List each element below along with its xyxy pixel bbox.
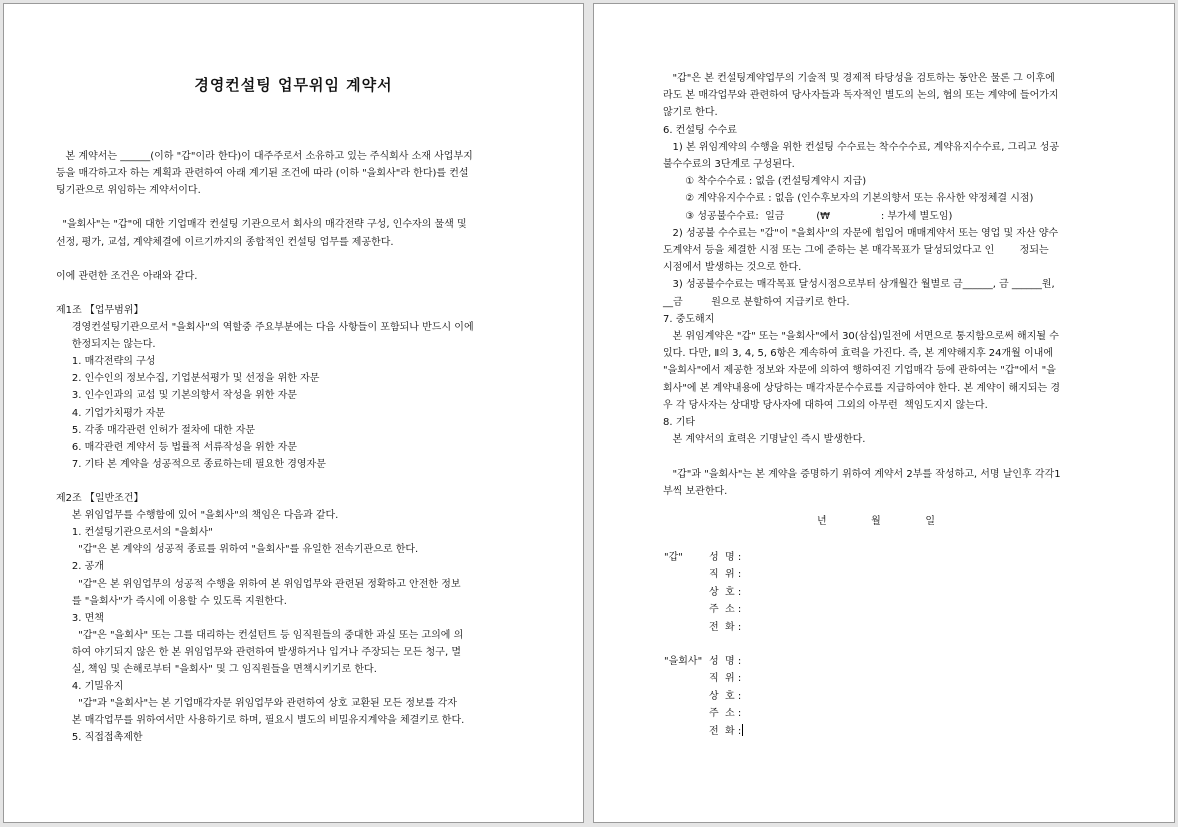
signature-field[interactable]: 상 호 : xyxy=(709,690,742,702)
body-line: 6. 매각관련 계약서 등 법률적 서류작성을 위한 자문 xyxy=(56,441,297,453)
body-line: 8. 기타 xyxy=(663,417,696,428)
body-line: 제2조 【일반조건】 xyxy=(56,493,144,504)
signature-field[interactable]: 전 화 : xyxy=(709,621,742,633)
signature-field[interactable]: 성 명 : xyxy=(709,552,742,563)
signature-field[interactable]: 성 명 : xyxy=(709,656,742,667)
body-line: ③ 성공불수수료: 일금 (₩ : 부가세 별도임) xyxy=(663,210,953,222)
body-line: "갑"은 본 컨설팅계약업무의 기술적 및 경제적 타당성을 검토하는 동안은 물론 그 이후에 xyxy=(663,73,1055,84)
body-line: 라도 본 매각업무와 관련하여 당사자들과 독자적인 별도의 논의, 협의 또는 계약에 들어가지 xyxy=(663,90,1059,102)
body-line: 4. 기업가치평가 자문 xyxy=(56,407,166,419)
body-line: 팅기관으로 위임하는 계약서이다. xyxy=(56,185,201,197)
body-line: 경영컨설팅기관으로서 "을회사"의 역할중 주요부분에는 다음 사항들이 포함되나 반드시 이에 xyxy=(56,322,474,333)
signature-party-label: "갑" xyxy=(664,552,683,563)
body-line: 7. 중도해지 xyxy=(663,313,715,325)
signature-field[interactable]: 직 위 : xyxy=(709,673,742,685)
body-line: ② 계약유지수수료 : 없음 (인수후보자의 기본의향서 또는 유사한 약정체결 시점) xyxy=(663,193,1034,205)
body-line: "갑"은 본 위임업무의 성공적 수행을 위하여 본 위임업무와 관련된 정확하고 안전한 정보 xyxy=(56,578,461,590)
body-line: 를 "을회사"가 즉시에 이용할 수 있도록 지원한다. xyxy=(56,595,287,607)
document-page-right xyxy=(593,3,1175,823)
body-line: __금 원으로 분할하여 지급키로 한다. xyxy=(663,296,850,308)
body-line: "갑"과 "을회사"는 본 기업매각자문 위임업무와 관련하여 상호 교환된 모든 정보를 각자 xyxy=(56,698,457,710)
body-line: 도계약서 등을 체결한 시점 또는 그에 준하는 본 매각목표가 달성되었다고 인 정되는 xyxy=(663,245,1049,256)
document-title: 경영컨설팅 업무위임 계약서 xyxy=(194,76,393,94)
body-line: 한정되지는 않는다. xyxy=(56,339,156,351)
body-line: 본 매각업무를 위하여서만 사용하기로 하며, 필요시 별도의 비밀유지계약을 체결키로 한다. xyxy=(56,715,465,727)
body-line: 2. 인수인의 정보수집, 기업분석평가 및 선정을 위한 자문 xyxy=(56,373,320,385)
body-line: 이에 관련한 조건은 아래와 같다. xyxy=(56,270,198,282)
signature-field[interactable]: 주 소 : xyxy=(709,708,742,720)
body-line: 4. 기밀유지 xyxy=(56,681,124,693)
body-line: 3) 성공불수수료는 매각목표 달성시점으로부터 삼개월간 월별로 금______, 금 ______원, xyxy=(663,279,1055,291)
text-cursor xyxy=(742,724,743,736)
body-line: 등을 매각하고자 하는 계획과 관련하여 아래 계기된 조건에 따라 (이하 "을회사"라 한다)를 컨설 xyxy=(56,168,469,180)
body-line: 1. 매각전략의 구성 xyxy=(56,356,156,368)
signature-field[interactable]: 전 화 : xyxy=(709,725,742,737)
body-line: 본 계약서의 효력은 기명날인 즉시 발생한다. xyxy=(663,434,866,446)
signature-field[interactable]: 상 호 : xyxy=(709,586,742,598)
body-line: 3. 면책 xyxy=(56,612,104,624)
body-line: 7. 기타 본 계약을 성공적으로 종료하는데 필요한 경영자문 xyxy=(56,458,326,470)
body-line: 시점에서 발생하는 것으로 한다. xyxy=(663,262,802,274)
body-line: 않기로 한다. xyxy=(663,107,718,119)
body-line: 있다. 다만, Ⅱ의 3, 4, 5, 6항은 계속하여 효력을 가진다. 즉, 본 계약해지후 24개월 이내에 xyxy=(663,348,1053,360)
body-line: 본 위임업무를 수행함에 있어 "을회사"의 책임은 다음과 같다. xyxy=(56,510,339,522)
body-line: 실, 책임 및 손해로부터 "을회사" 및 그 임직원들을 면책시키기로 한다. xyxy=(56,664,377,675)
body-line: "을회사"는 "갑"에 대한 기업매각 컨설팅 기관으로서 회사의 매각전략 구성, 인수자의 물색 및 xyxy=(56,219,467,231)
body-line: 2) 성공불 수수료는 "갑"이 "을회사"의 자문에 힘입어 매매계약서 또는 영업 및 자산 양수 xyxy=(663,227,1059,239)
date-line: 년 월 일 xyxy=(817,516,935,527)
body-line: 회사"에 본 계약내용에 상당하는 매각자문수수료를 지급하여야 한다. 본 계약이 해지되는 경 xyxy=(663,382,1060,394)
body-line: 본 위임계약은 "갑" 또는 "을회사"에서 30(삼십)일전에 서면으로 통지함으로써 해지될 수 xyxy=(663,331,1059,342)
signature-party-label: "을회사" xyxy=(664,656,703,667)
body-line: 5. 직접접촉제한 xyxy=(56,732,143,744)
body-line: 우 각 당사자는 상대방 당사자에 대하여 그외의 아무런 책임도지지 않는다. xyxy=(663,399,988,411)
body-line: 하여 야기되지 않은 한 본 위임업무와 관련하여 발생하거나 입거나 주장되는 모든 청구, 멸 xyxy=(56,646,461,658)
signature-field[interactable]: 직 위 : xyxy=(709,569,742,581)
body-line: 1) 본 위임계약의 수행을 위한 컨설팅 수수료는 착수수수료, 계약유지수수료, 그리고 성공 xyxy=(663,141,1060,153)
body-line: 5. 각종 매각관련 인허가 절차에 대한 자문 xyxy=(56,424,256,436)
body-line: 불수수료의 3단계로 구성된다. xyxy=(663,159,795,170)
body-line: 본 계약서는 ______(이하 "갑"이라 한다)이 대주주로서 소유하고 있는 주식회사 소재 사업부지 xyxy=(56,151,473,162)
body-line: ① 착수수수료 : 없음 (컨설팅계약시 지급) xyxy=(663,176,867,188)
body-line: 선정, 평가, 교섭, 계약체결에 이르기까지의 종합적인 컨설팅 업무를 제공한다. xyxy=(56,236,394,248)
body-line: 부씩 보관한다. xyxy=(663,485,728,497)
body-line: "을회사"에서 제공한 정보와 자문에 의하여 행하여진 기업매각 등에 관하여는 "갑"에서 "을 xyxy=(663,365,1056,377)
body-line: "갑"은 "을회사" 또는 그를 대리하는 컨설턴트 등 임직원들의 중대한 과실 또는 고의에 의 xyxy=(56,629,464,641)
signature-field[interactable]: 주 소 : xyxy=(709,604,742,616)
document-page-left xyxy=(3,3,584,823)
body-line: 1. 컨설팅기관으로서의 "을회사" xyxy=(56,527,213,539)
body-line: "갑"은 본 계약의 성공적 종료를 위하여 "을회사"를 유일한 전속기관으로 한다. xyxy=(56,544,419,556)
body-line: 2. 공개 xyxy=(56,561,104,573)
body-line: 3. 인수인과의 교섭 및 기본의향서 작성을 위한 자문 xyxy=(56,390,297,402)
body-line: "갑"과 "을회사"는 본 계약을 증명하기 위하여 계약서 2부를 작성하고, 서명 날인후 각각1 xyxy=(663,468,1061,480)
body-line: 제1조 【업무범위】 xyxy=(56,304,144,316)
body-line: 6. 컨설팅 수수료 xyxy=(663,124,737,136)
